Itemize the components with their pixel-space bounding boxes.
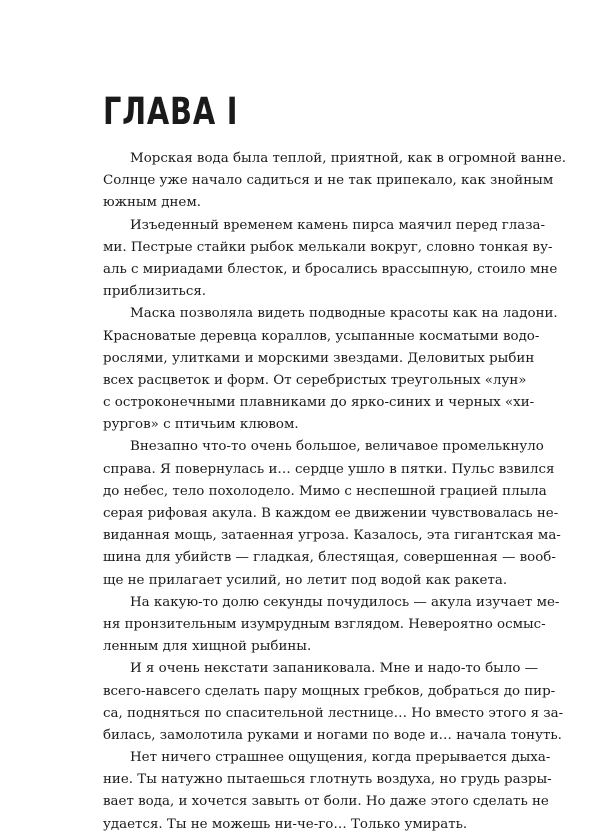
text-line: справа. Я повернулась и… сердце ушло в пятки. Пульс взвился <box>103 461 555 477</box>
chapter-title: ГЛАВА I <box>103 90 239 133</box>
text-line: Изъеденный временем камень пирса маячил перед глаза- <box>130 217 546 233</box>
text-line: И я очень некстати запаниковала. Мне и надо-то было — <box>130 661 539 677</box>
text-line: На какую-то долю секунды почудилось — акула изучает ме- <box>130 594 560 610</box>
text-line: серая рифовая акула. В каждом ее движении чувствовалась не- <box>103 506 559 521</box>
text-line: всего-навсего сделать пару мощных гребков, добраться до пир- <box>103 683 556 699</box>
text-line: удается. Ты не можешь ни-че-го… Только умирать. <box>103 816 468 832</box>
text-line: приблизиться. <box>103 284 207 300</box>
text-line: Солнце уже начало садиться и не так припекало, как знойным <box>103 173 554 189</box>
text-line: рургов» с птичьим клювом. <box>103 417 299 433</box>
text-line: с остроконечными плавниками до ярко-синих и черных «хи- <box>103 395 535 411</box>
text-line: Внезапно что-то очень большое, величавое промелькнуло <box>130 439 544 455</box>
body-text <box>103 148 567 836</box>
text-line: ня пронзительным изумрудным взглядом. Невероятно осмыс- <box>103 616 546 632</box>
text-line: са, подняться по спасительной лестнице… Но вместо этого я за- <box>103 705 564 721</box>
text-line: южным днем. <box>103 195 201 211</box>
text-line: шина для убийств — гладкая, блестящая, совершенная — вооб- <box>103 550 556 566</box>
text-line: ние. Ты натужно пытаешься глотнуть воздуха, но грудь разры- <box>103 772 552 788</box>
text-line: ще не прилагает усилий, но летит под водой как ракета. <box>103 572 508 588</box>
text-line: Маска позволяла видеть подводные красоты как на ладони. <box>130 306 558 322</box>
text-line: Нет ничего страшнее ощущения, когда прерывается дыха- <box>130 750 551 766</box>
text-line: Морская вода была теплой, приятной, как в огромной ванне. <box>130 151 567 166</box>
text-line: Красноватые деревца кораллов, усыпанные косматыми водо- <box>103 328 540 344</box>
text-line: всех расцветок и форм. От серебристых треугольных «лун» <box>103 372 527 388</box>
text-line: аль с мириадами блесток, и бросались врассыпную, стоило мне <box>103 261 558 277</box>
text-line: вает вода, и хочется завыть от боли. Но даже этого сделать не <box>103 794 549 810</box>
text-line: рослями, улитками и морскими звездами. Деловитых рыбин <box>103 350 535 366</box>
text-line: ми. Пестрые стайки рыбок мелькали вокруг, словно тонкая ву- <box>103 239 553 255</box>
text-line: до небес, тело похолодело. Мимо с неспешной грацией плыла <box>103 483 547 499</box>
text-line: виданная мощь, затаенная угроза. Казалось, эта гигантская ма- <box>103 528 561 544</box>
text-line: ленным для хищной рыбины. <box>103 639 312 655</box>
text-line: билась, замолотила руками и ногами по воде и… начала тонуть. <box>103 727 562 743</box>
